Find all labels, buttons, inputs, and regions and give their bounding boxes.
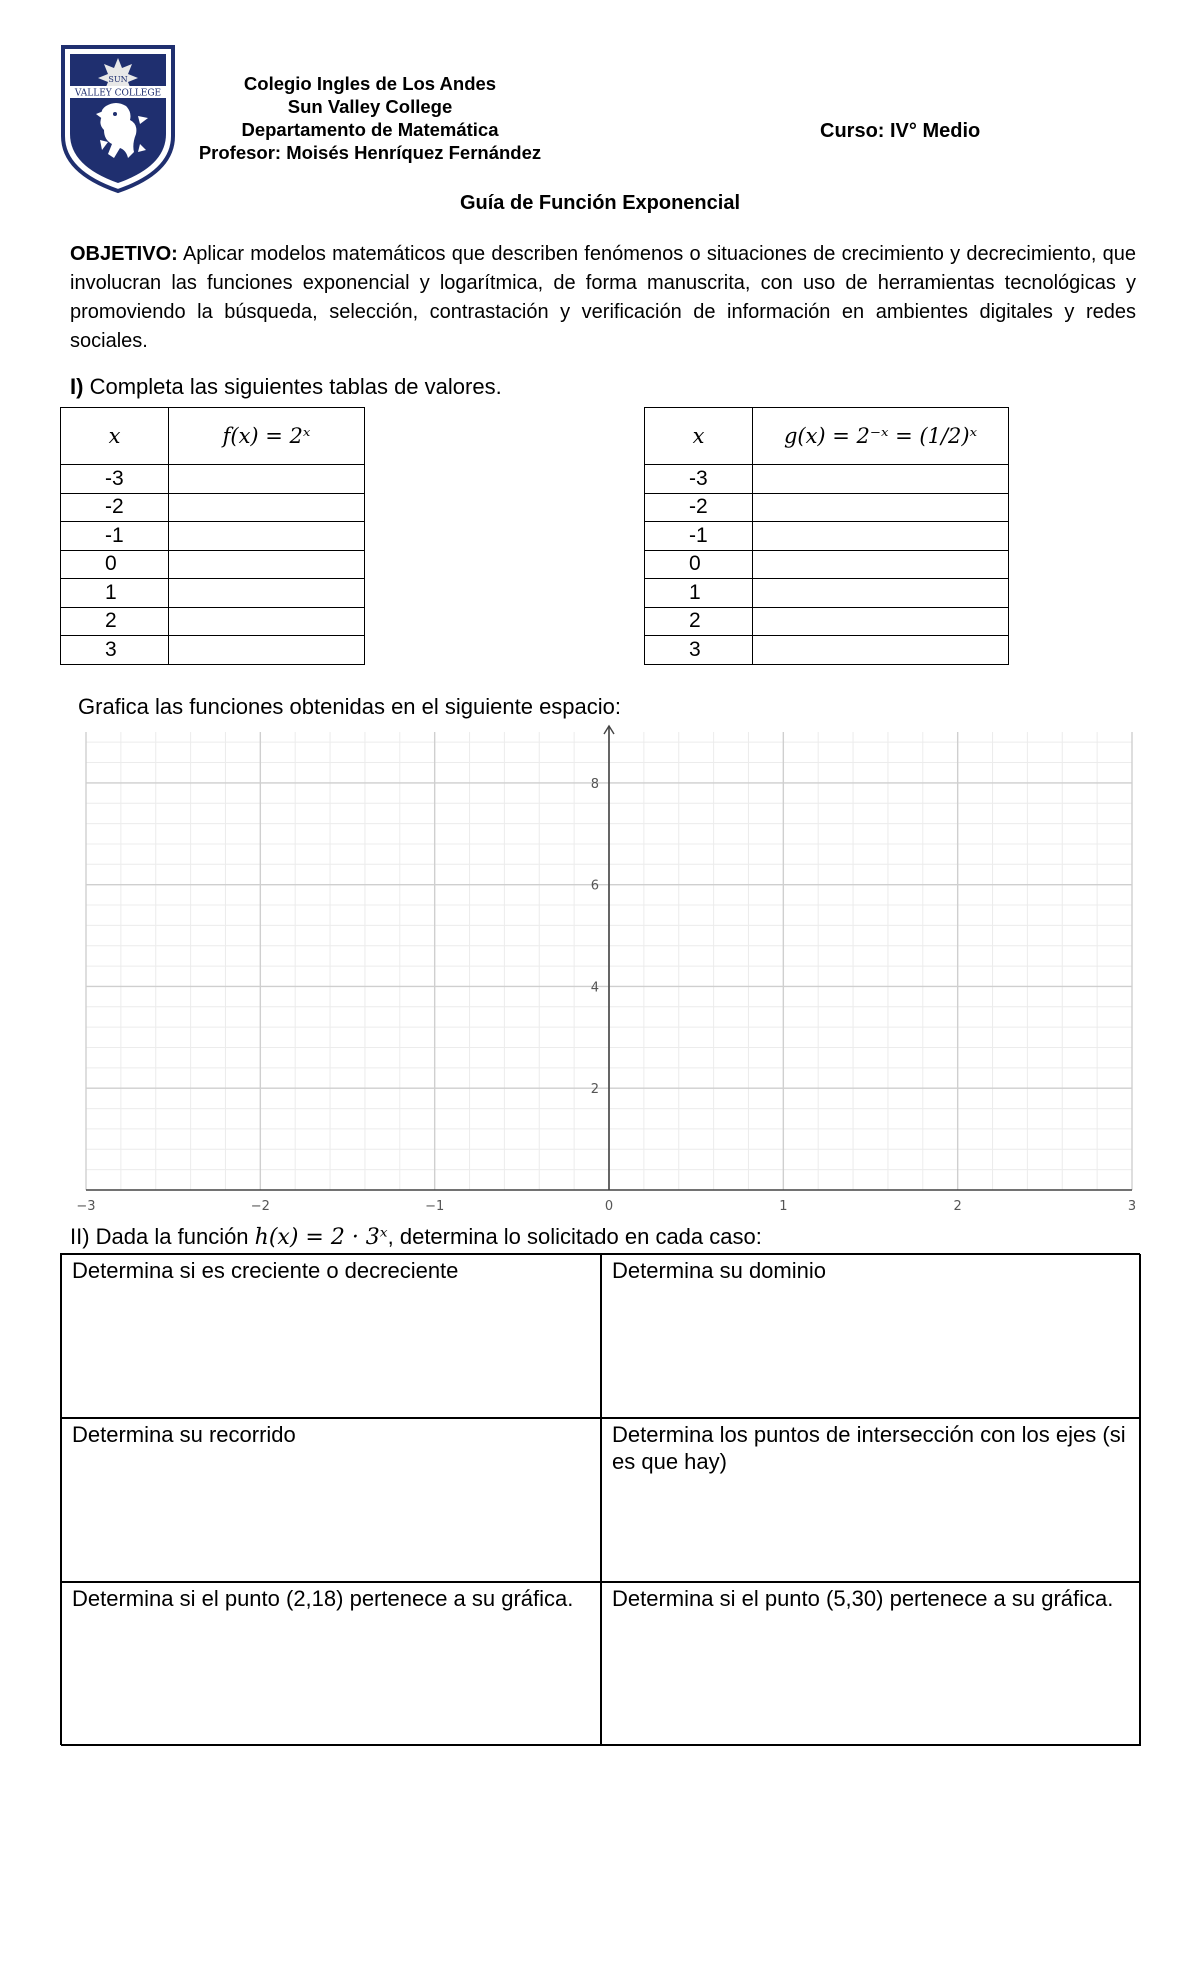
table-f-x-cell: -1 [61,522,169,551]
y-tick-label: 2 [590,1082,599,1098]
x-tick-label: 2 [953,1199,962,1214]
table-g-header-x: x [645,408,753,465]
table-g-x-cell: -3 [645,465,753,494]
table-row [61,465,365,494]
question-grid [60,1253,1140,1745]
table-f-value-cell[interactable] [169,522,365,551]
table-f-x-cell: 2 [61,607,169,636]
section-1-label: I) [70,374,84,399]
table-g-value-cell[interactable] [753,607,1009,636]
table-g-x-cell: 1 [645,579,753,608]
table-f-value-cell[interactable] [169,579,365,608]
section-2-heading [70,1224,762,1250]
course-label: Curso: IV° Medio [820,120,981,142]
table-row [61,607,365,636]
graph-area[interactable] [72,722,1140,1218]
table-row [61,522,365,551]
section-1-heading [70,374,502,400]
value-table-g [644,407,1009,665]
section-2-function: h(x) = 2 · 3ˣ [254,1225,388,1250]
y-tick-label: 8 [590,776,599,792]
table-row [645,522,1009,551]
table-g-value-cell[interactable] [753,493,1009,522]
table-g-header-gx: g(x) = 2⁻ˣ = (1/2)ˣ [753,408,1009,465]
table-g-value-cell[interactable] [753,579,1009,608]
table-g-x-cell: 0 [645,550,753,579]
school-name: Colegio Ingles de Los Andes [243,73,497,94]
graph-instruction: Grafica las funciones obtenidas en el siguiente espacio: [78,694,622,719]
table-f-value-cell[interactable] [169,493,365,522]
table-f-value-cell[interactable] [169,636,365,665]
table-g-x-cell: -2 [645,493,753,522]
table-g-value-cell[interactable] [753,550,1009,579]
x-tick-label: 1 [779,1199,788,1214]
table-f-value-cell[interactable] [169,607,365,636]
objective-text: Aplicar modelos matemáticos que describen fenómenos o situaciones de crecimiento y decrecimiento, que involucran las funciones exponencial y logarítmica, de forma manuscrita, con uso de herramientas tecnológicas y promoviendo la búsqueda, selección, contrastación y verificación de información en ambientes digitales y redes sociales. [70,243,1137,352]
logo-sun-text: SUN [108,75,128,84]
school-info [170,72,570,164]
x-tick-label: −3 [76,1199,96,1214]
question-range[interactable]: Determina su recorrido [61,1418,601,1582]
table-row [645,607,1009,636]
teacher-name: Profesor: Moisés Henríquez Fernández [198,142,542,163]
table-row [645,550,1009,579]
question-point-2-18[interactable]: Determina si el punto (2,18) pertenece a su gráfica. [61,1582,601,1746]
table-row [645,465,1009,494]
question-monotonicity[interactable]: Determina si es creciente o decreciente [61,1254,601,1418]
table-g-x-cell: 2 [645,607,753,636]
table-row [61,636,365,665]
y-tick-label: 6 [590,878,599,894]
table-f-value-cell[interactable] [169,465,365,494]
table-f-x-cell: 3 [61,636,169,665]
department-name: Departamento de Matemática [241,119,499,140]
section-1-text: Completa las siguientes tablas de valores. [89,374,502,399]
objective-paragraph [70,240,1136,356]
table-row [61,493,365,522]
table-row [645,493,1009,522]
question-intercepts[interactable]: Determina los puntos de intersección con los ejes (si es que hay) [601,1418,1141,1582]
table-f-header-x: x [61,408,169,465]
table-row [61,550,365,579]
logo-band-text: VALLEY COLLEGE [74,88,162,99]
page-title: Guía de Función Exponencial [459,192,741,214]
section-2-suffix: , determina lo solicitado en cada caso: [387,1224,762,1249]
table-f-x-cell: -2 [61,493,169,522]
question-domain[interactable]: Determina su dominio [601,1254,1141,1418]
x-tick-label: −1 [425,1199,445,1214]
table-g-value-cell[interactable] [753,636,1009,665]
table-f-x-cell: -3 [61,465,169,494]
x-tick-label: −2 [250,1199,270,1214]
value-table-f [60,407,365,665]
table-g-x-cell: -1 [645,522,753,551]
table-f-x-cell: 1 [61,579,169,608]
table-f-header-fx: f(x) = 2ˣ [169,408,365,465]
y-tick-label: 4 [590,980,599,996]
table-f-value-cell[interactable] [169,550,365,579]
table-row [645,579,1009,608]
table-g-value-cell[interactable] [753,465,1009,494]
table-row [645,636,1009,665]
table-g-value-cell[interactable] [753,522,1009,551]
table-g-x-cell: 3 [645,636,753,665]
table-f-x-cell: 0 [61,550,169,579]
college-name: Sun Valley College [287,96,453,117]
section-2-prefix: II) Dada la función [70,1224,255,1249]
question-point-5-30[interactable]: Determina si el punto (5,30) pertenece a su gráfica. [601,1582,1141,1746]
x-tick-label: 0 [604,1199,614,1214]
table-row [61,579,365,608]
x-tick-label: 3 [1127,1199,1137,1214]
school-logo [60,44,176,194]
objective-label: OBJETIVO: [70,243,178,265]
